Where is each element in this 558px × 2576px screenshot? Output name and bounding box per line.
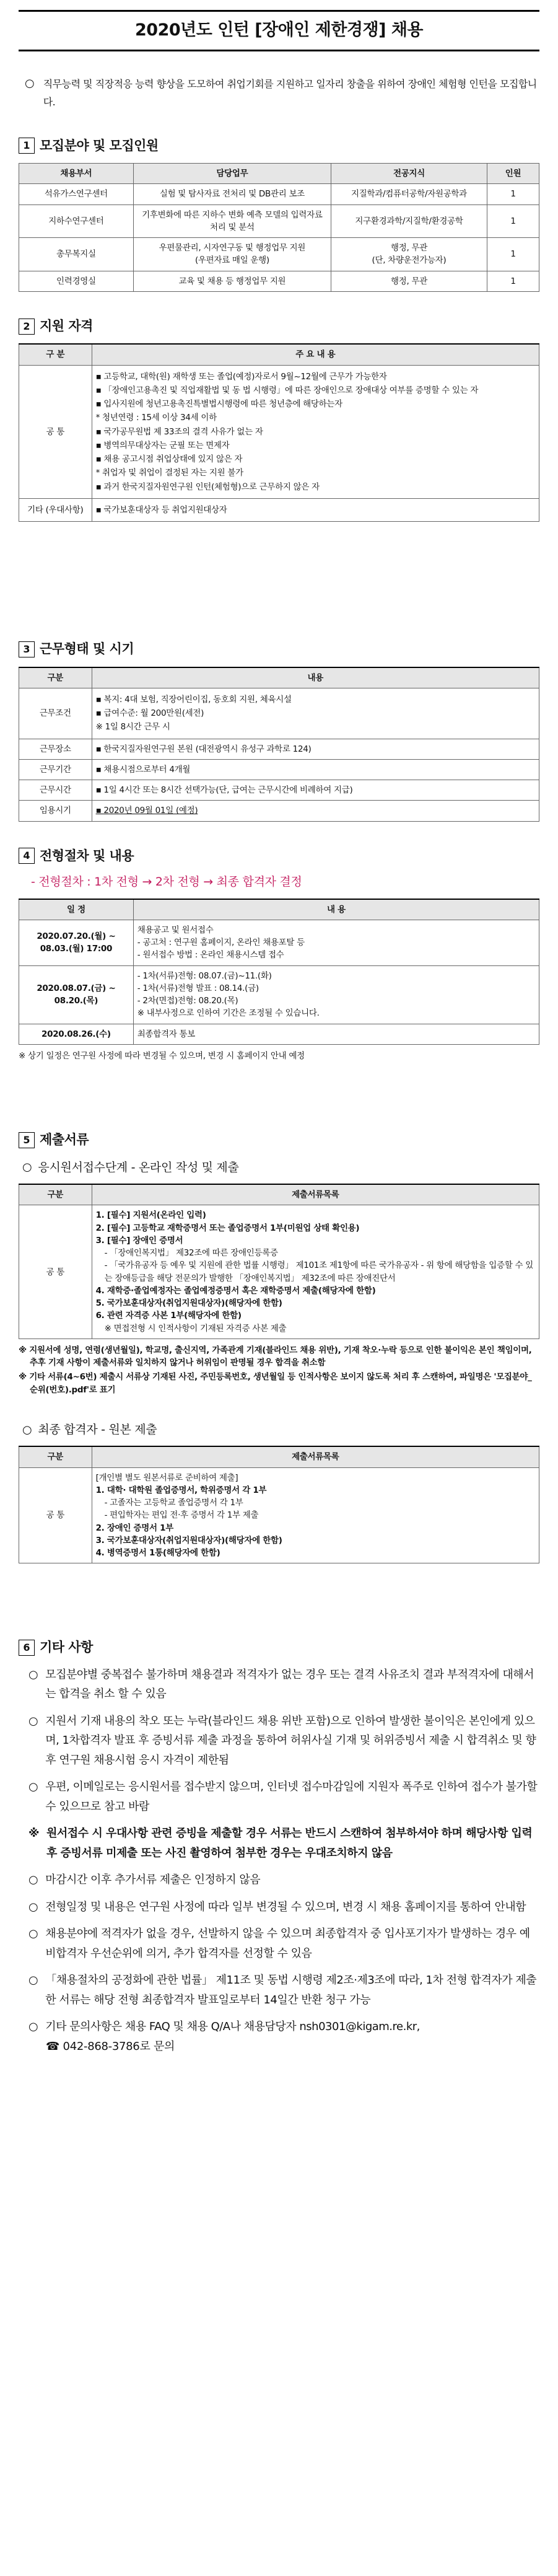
selection-steps: - 전형절차 : 1차 전형 → 2차 전형 → 최종 합격자 결정 <box>31 875 302 889</box>
contact-phone: ☎ 042-868-3786로 문의 <box>46 2039 175 2053</box>
table-cell <box>133 238 331 271</box>
section-title: 근무형태 및 시기 <box>40 641 134 657</box>
schedule-note: ※ 상기 일정은 연구원 사정에 따라 변경될 수 있으며, 변경 시 홈페이지 안내 예정 <box>19 1050 305 1061</box>
notes-list <box>19 1665 539 2055</box>
list-item: ▪ 고등학교, 대학(원) 재학생 또는 졸업(예정)자로서 9월~12월에 근무가 가능한자 <box>95 371 387 382</box>
table-header: 제출서류목록 <box>92 1446 539 1467</box>
table-header: 담당업무 <box>133 164 331 184</box>
list-item: ▪ 채용 공고시점 취업상태에 있지 않은 자 <box>95 454 243 465</box>
recruitment-table <box>19 163 539 292</box>
section-title: 전형절차 및 내용 <box>40 848 134 863</box>
table-row <box>19 238 539 271</box>
list-item: ▪ 병역의무대상자는 군필 또는 면제자 <box>95 440 230 451</box>
cell-line: - 1차(서류)전형 발표 : 08.14.(금) <box>137 983 259 993</box>
item-bullet: ○ <box>28 1873 38 1887</box>
document-item: 3. 국가보훈대상자(취업지원대상자)(해당자에 한함) <box>95 1535 282 1545</box>
table-row <box>19 184 539 204</box>
table-header: 구 분 <box>19 344 92 365</box>
table-cell <box>92 1467 539 1563</box>
section-number: 6 <box>19 1640 35 1656</box>
table-row <box>19 780 539 801</box>
cell-line: ※ 내부사정으로 인하여 기간은 조정될 수 있습니다. <box>137 1008 320 1019</box>
item-text: 「채용절차의 공정화에 관한 법률」 제11조 및 동법 시행령 제2조·제3조에 따라, 1차 전형 합격자가 제출한 서류는 해당 전형 최종합격자 발표일로부터 14일간 반환 청구 가능 <box>45 1974 537 2007</box>
list-item: ▪ 「장애인고용촉진 및 직업재활법 및 동 법 시행령」에 따른 장애인으로 장애대상 여부를 증명할 수 있는 자 <box>95 385 479 395</box>
table-header: 구분 <box>19 1446 92 1467</box>
table-cell: 인력경영실 <box>19 271 134 291</box>
item-text: 지원서 기재 내용의 착오 또는 누락(블라인드 채용 위반 포함)으로 인하여 발생한 불이익은 본인에게 있으며, 1차합격자 발표 후 증빙서류 제출 과정을 통하여 허위사실 기재 및 허위증빙서 제출 시 합격취소 및 향후 연구원 채용시험 응시 자격이 제한됨 <box>45 1714 536 1767</box>
item-text: 모집분야별 중복접수 불가하며 채용결과 적격자가 없는 경우 또는 결격 사유조치 결과 부적격자에 대해서는 합격을 취소 할 수 있음 <box>45 1668 534 1701</box>
item-text: 채용분야에 적격자가 없을 경우, 선발하지 않을 수 있으며 최종합격자 중 입사포기자가 발생하는 경우 예비합격자 우선순위에 의거, 추가 합격자를 선정할 수 있음 <box>45 1927 530 1960</box>
table-header: 내 용 <box>133 899 539 920</box>
cell-line: - 1차(서류)전형: 08.07.(금)~11.(화) <box>137 970 272 981</box>
cell-line: - 원서접수 방법 : 온라인 채용시스템 접수 <box>137 950 284 961</box>
subsection-title: 최종 합격자 - 원본 제출 <box>38 1422 157 1436</box>
list-item <box>28 1924 539 1963</box>
section-recruitment-fields <box>19 136 539 292</box>
table-row <box>19 801 539 821</box>
item-bullet: ○ <box>28 1668 38 1681</box>
section-number: 3 <box>19 641 35 657</box>
row-label: 근무장소 <box>19 739 92 759</box>
list-item <box>28 1897 539 1917</box>
cell-line: - 2차(면접)전형: 08.20.(목) <box>137 996 238 1006</box>
table-cell: ▪ 채용시점으로부터 4개월 <box>92 759 539 780</box>
table-cell: 지하수연구센터 <box>19 204 134 238</box>
table-row <box>19 271 539 291</box>
document-item: 1. 대학· 대학원 졸업증명서, 학위증명서 각 1부 <box>95 1485 267 1495</box>
table-cell: 교육 및 채용 등 행정업무 지원 <box>133 271 331 291</box>
document-note: ※ 기타 서류(4~6번) 제출시 서류상 기재된 사진, 주민등록번호, 생년월일 등 인적사항은 보이지 않도록 처리 후 스캔하여, 파일명은 '모집분야_순위(번호).pdf'로 표기 <box>19 1372 532 1395</box>
cell-note: (우편자료 매일 운행) <box>194 255 269 266</box>
document-item: [개인별 별도 원본서류로 준비하여 제출] <box>95 1472 238 1483</box>
document-item: 2. 장애인 증명서 1부 <box>95 1523 173 1533</box>
section-title: 기타 사항 <box>40 1640 93 1655</box>
application-documents-table <box>19 1184 539 1339</box>
section-number: 4 <box>19 848 35 864</box>
item-text: 기타 문의사항은 채용 FAQ 및 채용 Q/A나 채용담당자 nsh0301@kigam.re.kr, <box>45 2020 420 2034</box>
table-cell: 1 <box>487 204 539 238</box>
circle-bullet: ○ <box>22 1423 32 1436</box>
list-item: ▪ 과거 한국지질자원연구원 인턴(체험형)으로 근무하지 않은 자 <box>95 481 320 492</box>
cell-line: - 공고처 : 연구원 홈페이지, 온라인 채용포탈 등 <box>137 938 305 948</box>
cell-line: 우편물관리, 시자연구동 및 행정업무 지원 <box>159 243 306 253</box>
list-note: ※ 1일 8시간 근무 시 <box>95 722 170 732</box>
schedule-date: 2020.07.20.(월) ~ 08.03.(월) 17:00 <box>19 920 134 965</box>
table-cell: 지구환경과학/지질학/환경공학 <box>331 204 487 238</box>
table-cell: ▪ 한국지질자원연구원 본원 (대전광역시 유성구 과학로 124) <box>92 739 539 759</box>
table-cell: 기후변화에 따른 지하수 변화 예측 모델의 입력자료 처리 및 분석 <box>133 204 331 238</box>
work-conditions-table <box>19 667 539 822</box>
item-text: 마감시간 이후 추가서류 제출은 인정하지 않음 <box>45 1873 261 1887</box>
table-row <box>19 365 539 498</box>
table-cell: 1 <box>487 271 539 291</box>
section-other-notes <box>19 1638 539 2055</box>
section-documents <box>19 1130 539 1563</box>
cell-line: 행정, 무관 <box>391 243 427 253</box>
schedule-table <box>19 899 539 1045</box>
item-text: 전형일정 및 내용은 연구원 사정에 따라 일부 변경될 수 있으며, 변경 시 채용 홈페이지를 통하여 안내함 <box>45 1900 526 1914</box>
cell-note: (단, 차량운전가능자) <box>372 255 447 266</box>
subsection-heading <box>22 1421 539 1439</box>
item-bullet: ○ <box>28 1714 38 1728</box>
table-header: 전공지식 <box>331 164 487 184</box>
table-cell: 1 <box>487 238 539 271</box>
title-banner <box>19 10 539 51</box>
row-label: 임용시기 <box>19 801 92 821</box>
intro-text: 직무능력 및 직장적응 능력 향상을 도모하여 취업기회를 지원하고 일자리 창출을 위하여 장애인 체험형 인턴을 모집합니다. <box>43 77 537 108</box>
table-cell: 행정, 무관 <box>331 271 487 291</box>
table-cell <box>133 965 539 1024</box>
section-title: 모집분야 및 모집인원 <box>40 138 159 153</box>
table-header: 구분 <box>19 1184 92 1205</box>
document-item: 2. [필수] 고등학교 재학증명서 또는 졸업증명서 1부(미원업 상태 확인용) <box>95 1223 360 1233</box>
item-bullet: ○ <box>28 1780 38 1794</box>
list-item <box>28 1777 539 1816</box>
table-row <box>19 1467 539 1563</box>
table-header: 일 정 <box>19 899 134 920</box>
table-row <box>19 920 539 965</box>
list-item: ▪ 국가공무원법 제 33조의 결격 사유가 없는 자 <box>95 426 263 437</box>
section-qualifications <box>19 317 539 522</box>
subsection-heading <box>22 1159 539 1177</box>
item-text: 우편, 이메일로는 응시원서를 접수받지 않으며, 인터넷 접수마감일에 지원자 폭주로 인하여 접수가 불가할 수 있으므로 참고 바람 <box>45 1780 538 1813</box>
schedule-date: 2020.08.26.(수) <box>19 1024 134 1044</box>
row-label: 공 통 <box>19 1205 92 1339</box>
document-item: 4. 재학증·졸업예정자는 졸업예정증명서 혹은 재학증명서 제출(해당자에 한함) <box>95 1285 376 1296</box>
table-header: 내용 <box>92 667 539 688</box>
table-cell: ▪ 2020년 09월 01일 (예정) <box>92 801 539 821</box>
document-subitem: - 「국가유공자 등 예우 및 지원에 관한 법률 시행령」 제101조 제1항에 따른 국가유공자 - 위 항에 해당함을 입증할 수 있는 장애등급을 해당 전문의가 발행한 「장애인복지법」 제32조에 따른 장애진단서 <box>104 1260 533 1283</box>
section-title: 지원 자격 <box>40 318 93 333</box>
row-label: 기타 (우대사항) <box>19 498 92 521</box>
page-title: 2020년도 인턴 [장애인 제한경쟁] 채용 <box>135 20 423 40</box>
circle-bullet: ○ <box>22 1161 32 1174</box>
final-documents-table <box>19 1446 539 1563</box>
list-item: ▪ 급여수준: 월 200만원(세전) <box>95 708 204 719</box>
schedule-date: 2020.08.07.(금) ~ 08.20.(목) <box>19 965 134 1024</box>
section-number: 5 <box>19 1132 35 1148</box>
table-cell: 지질학과/컴퓨터공학/자원공학과 <box>331 184 487 204</box>
list-item: ▪ 국가보훈대상자 등 취업지원대상자 <box>95 504 227 515</box>
item-bullet: ○ <box>28 2020 38 2034</box>
item-bullet: ○ <box>28 1927 38 1941</box>
table-cell: 1 <box>487 184 539 204</box>
table-cell <box>92 688 539 739</box>
table-cell: 최종합격자 통보 <box>133 1024 539 1044</box>
document-subitem: - 고졸자는 고등학교 졸업증명서 각 1부 <box>104 1498 243 1508</box>
item-bullet: ※ <box>28 1827 39 1840</box>
intro-bullet: ○ <box>25 76 35 90</box>
table-cell: ▪ 1일 4시간 또는 8시간 선택가능(단, 급여는 근무시간에 비례하여 지급) <box>92 780 539 801</box>
document-item: 1. [필수] 지원서(온라인 입력) <box>95 1210 206 1221</box>
cell-line: 채용공고 및 원서접수 <box>137 925 214 935</box>
table-row <box>19 688 539 739</box>
table-cell <box>92 498 539 521</box>
list-item-emphasis <box>28 1824 539 1863</box>
list-item <box>28 1665 539 1704</box>
row-label: 근무조건 <box>19 688 92 739</box>
list-item: ▪ 복지: 4대 보험, 직장어린이집, 동호회 지원, 체육시설 <box>95 694 292 705</box>
list-item <box>28 1712 539 1770</box>
table-row <box>19 498 539 521</box>
row-label: 근무기간 <box>19 759 92 780</box>
section-title: 제출서류 <box>40 1132 89 1148</box>
document-note: ※ 지원서에 성명, 연령(생년월일), 학교명, 출신지역, 가족관계 기재(블라인드 채용 위반), 기재 착오·누락 등으로 인한 불이익은 본인 책임이며, 추후 기재 사항이 제출서류와 일치하지 않거나 허위임이 판명될 경우 합격을 취소함 <box>19 1345 532 1368</box>
list-note: * 취업자 및 취업이 결정된 자는 지원 불가 <box>95 468 243 478</box>
row-label: 공 통 <box>19 365 92 498</box>
table-cell <box>92 1205 539 1339</box>
list-item: ▪ 입사지원에 청년고용촉진특별법시행령에 따른 청년층에 해당하는자 <box>95 399 342 410</box>
section-number: 1 <box>19 138 35 154</box>
qualifications-table <box>19 343 539 522</box>
table-row <box>19 759 539 780</box>
item-bullet: ○ <box>28 1974 38 1987</box>
table-header: 구분 <box>19 667 92 688</box>
table-cell <box>92 365 539 498</box>
table-row <box>19 1205 539 1339</box>
table-header: 인원 <box>487 164 539 184</box>
document-subitem: ※ 면접전형 시 인적사항이 기재된 자격증 사본 제출 <box>104 1323 287 1334</box>
document-subitem: - 「장애인복지법」 제32조에 따른 장애인등록증 <box>104 1248 278 1259</box>
document-item: 6. 관련 자격증 사본 1부(해당자에 한함) <box>95 1311 242 1321</box>
table-header: 제출서류목록 <box>92 1184 539 1205</box>
intro <box>25 75 539 112</box>
table-header: 채용부서 <box>19 164 134 184</box>
section-work-conditions <box>19 640 539 822</box>
list-item <box>28 2017 539 2037</box>
document-item: 4. 병역증명서 1통(해당자에 한함) <box>95 1548 220 1558</box>
section-number: 2 <box>19 319 35 335</box>
table-cell <box>331 238 487 271</box>
item-bullet: ○ <box>28 1900 38 1914</box>
list-item <box>28 1971 539 2010</box>
document-notes <box>19 1344 539 1396</box>
table-row <box>19 739 539 759</box>
table-row <box>19 1024 539 1044</box>
table-cell <box>133 920 539 965</box>
row-label: 공 통 <box>19 1467 92 1563</box>
list-item <box>28 1870 539 1890</box>
document-item: 3. [필수] 장애인 증명서 <box>95 1235 183 1246</box>
table-cell: 실험 및 탐사자료 전처리 및 DB관리 보조 <box>133 184 331 204</box>
table-cell: 총무복지실 <box>19 238 134 271</box>
document-item: 5. 국가보훈대상자(취업지원대상자)(해당자에 한함) <box>95 1298 282 1309</box>
table-header: 주 요 내 용 <box>92 344 539 365</box>
table-cell: 석유가스연구센터 <box>19 184 134 204</box>
section-selection-process <box>19 846 539 1063</box>
item-text: 원서접수 시 우대사항 관련 증빙을 제출할 경우 서류는 반드시 스캔하여 첨부하셔야 하며 해당사항 입력 후 증빙서류 미제출 또는 사진 촬영하여 첨부한 경우는 우대조치하지 않음 <box>46 1827 533 1860</box>
subsection-title: 응시원서접수단계 - 온라인 작성 및 제출 <box>38 1160 239 1174</box>
table-row <box>19 965 539 1024</box>
row-label: 근무시간 <box>19 780 92 801</box>
list-note: * 청년연령 : 15세 이상 34세 이하 <box>95 413 217 423</box>
table-row <box>19 204 539 238</box>
document-subitem: - 편입학자는 편입 전·후 증명서 각 1부 제출 <box>104 1510 259 1521</box>
